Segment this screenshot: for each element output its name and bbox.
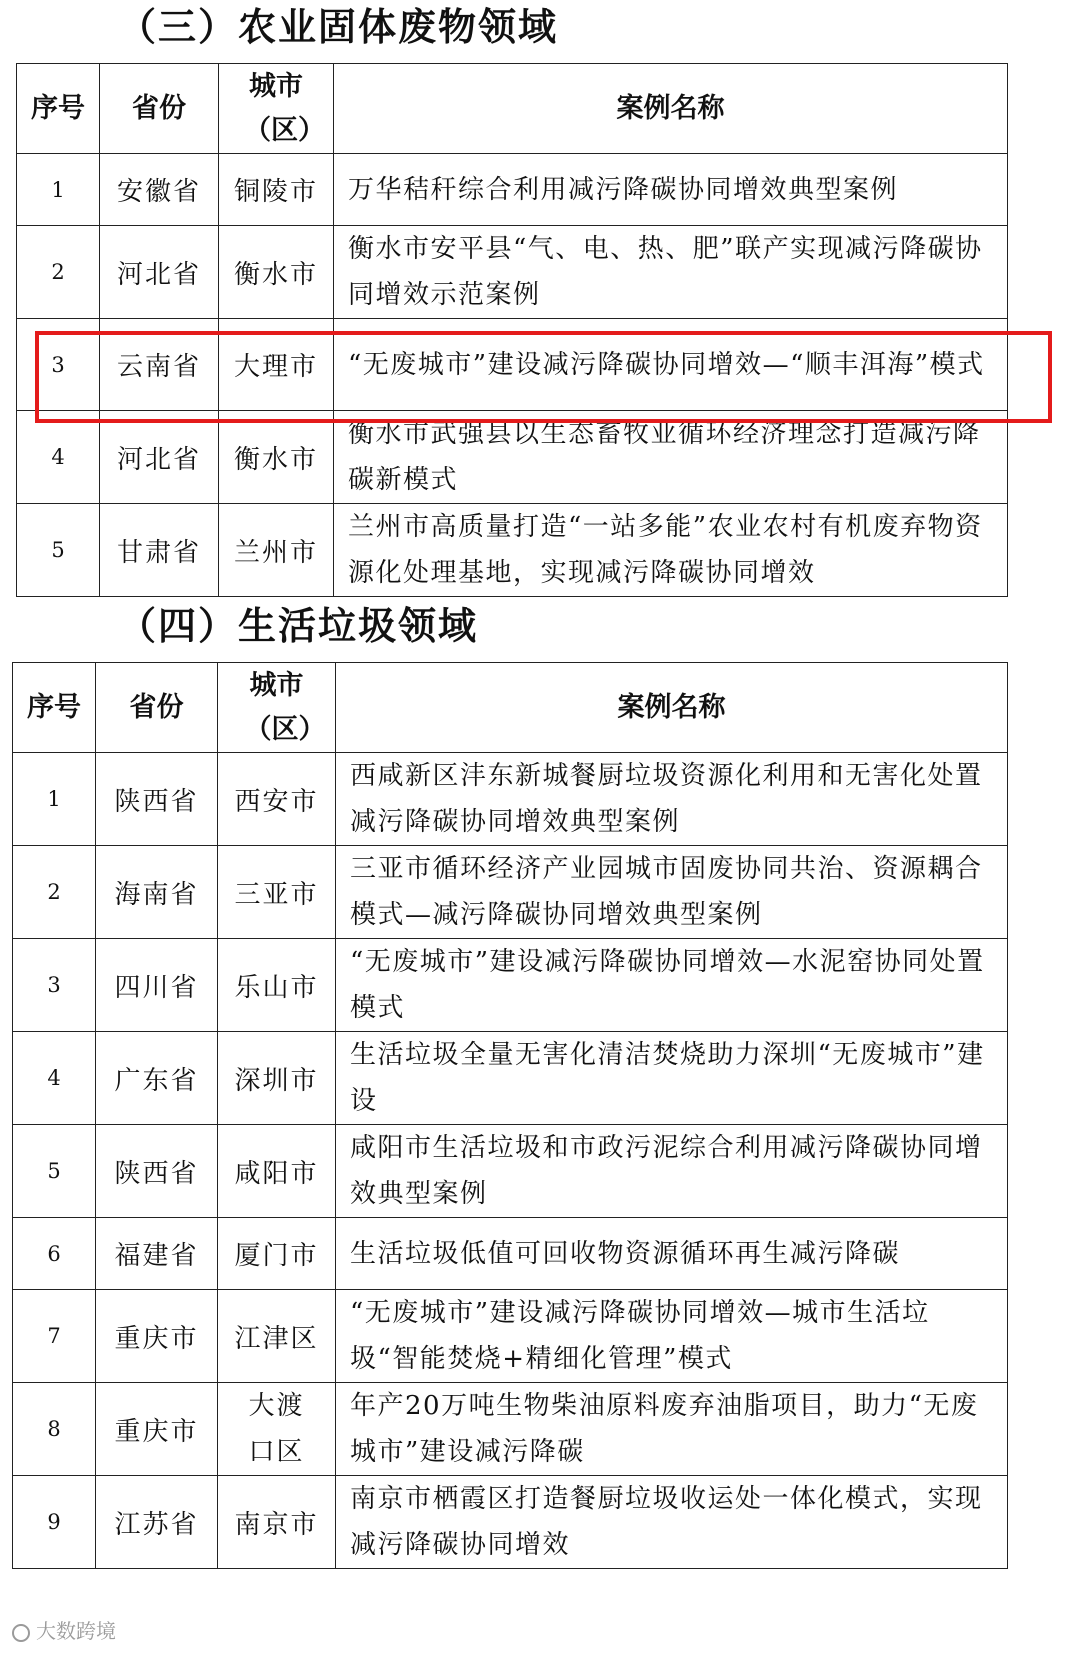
table-row [13, 1383, 1008, 1476]
row-province: 陕西省 [96, 1125, 218, 1218]
row-case-name: “无废城市”建设减污降碳协同增效—“顺丰洱海”模式 [334, 319, 1008, 411]
row-province: 广东省 [96, 1032, 218, 1125]
row-case-name: 三亚市循环经济产业园城市固废协同共治、资源耦合模式—减污降碳协同增效典型案例 [336, 846, 1008, 939]
table-row [17, 504, 1008, 597]
row-case-name: 衡水市武强县以生态畜牧业循环经济理念打造减污降碳新模式 [334, 411, 1008, 504]
row-city: 西安市 [218, 753, 336, 846]
table-row [13, 1476, 1008, 1569]
row-seq: 2 [13, 846, 96, 939]
header-city [218, 663, 336, 753]
row-city-label: 大渡口区 [248, 1391, 305, 1467]
row-case-name: 衡水市安平县“气、电、热、肥”联产实现减污降碳协同增效示范案例 [334, 226, 1008, 319]
row-city: 铜陵市 [219, 154, 334, 226]
row-province: 陕西省 [96, 753, 218, 846]
row-seq: 2 [17, 226, 100, 319]
table-row [17, 319, 1008, 411]
table-row [13, 1290, 1008, 1383]
row-seq: 3 [13, 939, 96, 1032]
row-seq: 8 [13, 1383, 96, 1476]
table-row [13, 1125, 1008, 1218]
row-case-name: 兰州市高质量打造“一站多能”农业农村有机废弃物资源化处理基地，实现减污降碳协同增效 [334, 504, 1008, 597]
row-province: 甘肃省 [100, 504, 219, 597]
table-row [13, 753, 1008, 846]
table-row [13, 1218, 1008, 1290]
table-header-row [17, 64, 1008, 154]
household-waste-table [12, 662, 1008, 1569]
row-case-name: 咸阳市生活垃圾和市政污泥综合利用减污降碳协同增效典型案例 [336, 1125, 1008, 1218]
table-header-row [13, 663, 1008, 753]
row-province: 四川省 [96, 939, 218, 1032]
header-city-label: 城市（区） [244, 670, 326, 745]
row-seq: 7 [13, 1290, 96, 1383]
header-province: 省份 [100, 64, 219, 154]
table-row [13, 846, 1008, 939]
row-seq: 5 [13, 1125, 96, 1218]
table-row [17, 411, 1008, 504]
row-city: 衡水市 [219, 226, 334, 319]
row-province: 河北省 [100, 411, 219, 504]
row-province: 海南省 [96, 846, 218, 939]
row-province: 安徽省 [100, 154, 219, 226]
row-seq: 1 [17, 154, 100, 226]
row-province: 重庆市 [96, 1383, 218, 1476]
table-row [13, 1032, 1008, 1125]
row-province: 重庆市 [96, 1290, 218, 1383]
row-seq: 9 [13, 1476, 96, 1569]
header-case: 案例名称 [336, 663, 1008, 753]
row-province: 云南省 [100, 319, 219, 411]
row-case-name: 年产20万吨生物柴油原料废弃油脂项目，助力“无废城市”建设减污降碳 [336, 1383, 1008, 1476]
row-city [218, 1383, 336, 1476]
watermark-logo-icon [12, 1624, 30, 1642]
row-province: 福建省 [96, 1218, 218, 1290]
header-province: 省份 [96, 663, 218, 753]
row-seq: 4 [13, 1032, 96, 1125]
row-seq: 1 [13, 753, 96, 846]
row-city: 南京市 [218, 1476, 336, 1569]
row-city: 咸阳市 [218, 1125, 336, 1218]
row-case-name: 万华秸秆综合利用减污降碳协同增效典型案例 [334, 154, 1008, 226]
header-city-label: 城市（区） [244, 71, 325, 146]
watermark [12, 1615, 116, 1644]
row-case-name: 生活垃圾低值可回收物资源循环再生减污降碳 [336, 1218, 1008, 1290]
row-city: 三亚市 [218, 846, 336, 939]
row-city: 江津区 [218, 1290, 336, 1383]
row-city: 兰州市 [219, 504, 334, 597]
row-province: 河北省 [100, 226, 219, 319]
row-case-name: 西咸新区沣东新城餐厨垃圾资源化利用和无害化处置减污降碳协同增效典型案例 [336, 753, 1008, 846]
row-city: 衡水市 [219, 411, 334, 504]
watermark-text: 大数跨境 [36, 1619, 116, 1643]
header-seq: 序号 [17, 64, 100, 154]
section-3-heading: （三）农业固体废物领域 [118, 4, 559, 49]
agri-waste-table [16, 63, 1008, 597]
row-seq: 4 [17, 411, 100, 504]
header-city [219, 64, 334, 154]
row-case-name: 南京市栖霞区打造餐厨垃圾收运处一体化模式，实现减污降碳协同增效 [336, 1476, 1008, 1569]
row-city: 深圳市 [218, 1032, 336, 1125]
row-city: 大理市 [219, 319, 334, 411]
row-city: 厦门市 [218, 1218, 336, 1290]
table-row [13, 939, 1008, 1032]
row-seq: 3 [17, 319, 100, 411]
header-case: 案例名称 [334, 64, 1008, 154]
row-case-name: “无废城市”建设减污降碳协同增效—城市生活垃圾“智能焚烧+精细化管理”模式 [336, 1290, 1008, 1383]
row-seq: 5 [17, 504, 100, 597]
section-4-heading: （四）生活垃圾领域 [118, 603, 479, 648]
header-seq: 序号 [13, 663, 96, 753]
row-province: 江苏省 [96, 1476, 218, 1569]
row-case-name: 生活垃圾全量无害化清洁焚烧助力深圳“无废城市”建设 [336, 1032, 1008, 1125]
table-row [17, 226, 1008, 319]
row-case-name: “无废城市”建设减污降碳协同增效—水泥窑协同处置模式 [336, 939, 1008, 1032]
table-row [17, 154, 1008, 226]
row-seq: 6 [13, 1218, 96, 1290]
row-city: 乐山市 [218, 939, 336, 1032]
